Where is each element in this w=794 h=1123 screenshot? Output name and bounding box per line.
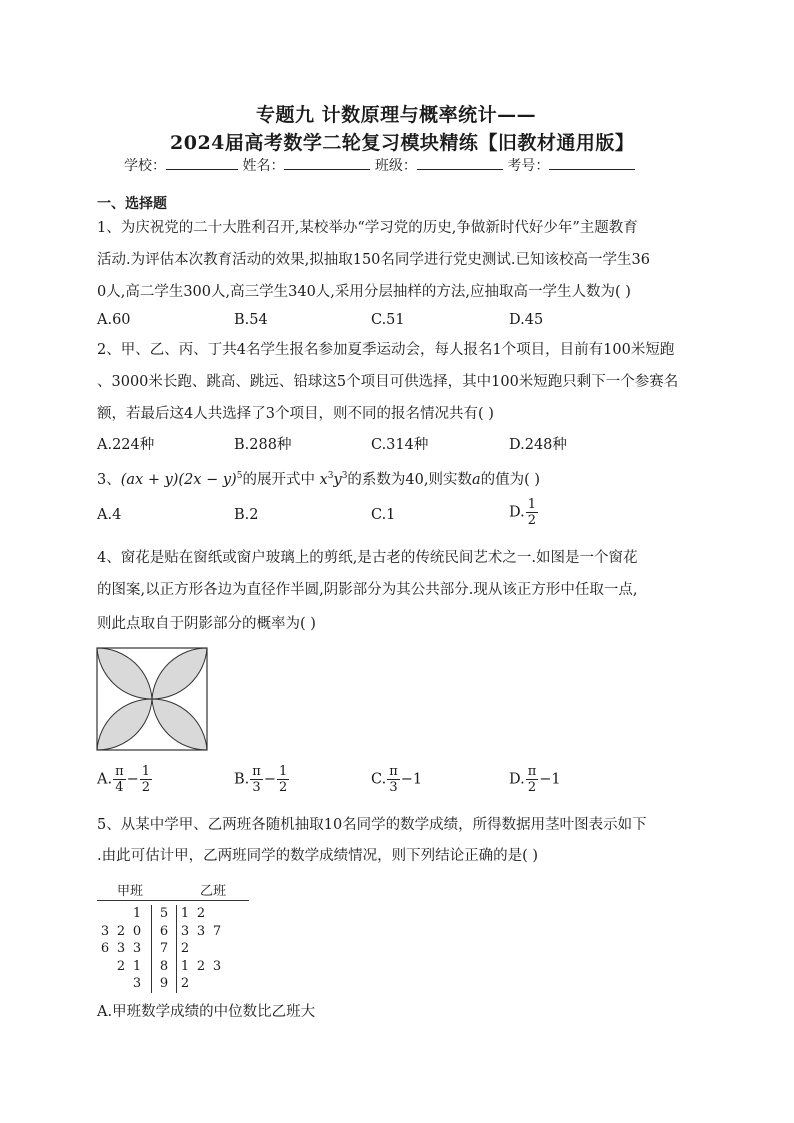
stem-leaf-table — [97, 905, 225, 993]
school-label: 学校： — [124, 158, 166, 174]
right-leaf: 2 — [180, 941, 190, 957]
stem-leaf-row — [97, 940, 225, 958]
fraction-numerator: 1 — [527, 497, 536, 512]
q3-stem — [97, 460, 540, 496]
class-blank — [417, 155, 503, 170]
class-label: 班级： — [374, 158, 417, 174]
right-leaf: 1 — [180, 906, 190, 922]
q4-option-a — [97, 764, 153, 795]
q5-line-1: 5、从某中学甲、乙两班各随机抽取10名同学的数学成绩，所得数据用茎叶图表示如下 — [97, 817, 647, 833]
fraction-numerator: π — [252, 764, 261, 779]
option-operator: −1 — [539, 771, 561, 788]
q2-line-2: 、3000米长跑、跳高、跳远、铅球这5个项目可供选择，其中100米短跑只剩下一个参赛名 — [97, 374, 679, 390]
fraction-denominator: 2 — [141, 780, 151, 795]
q5-line-2: .由此可估计甲，乙两班同学的数学成绩情况，则下列结论正确的是( ) — [97, 848, 539, 864]
q3-expression-exponent: 5 — [236, 471, 243, 481]
right-leaf — [209, 905, 225, 923]
right-leaf: 2 — [180, 976, 190, 992]
q2-option-a: A.224种 — [97, 437, 155, 453]
right-leaf: 3 — [180, 923, 190, 939]
option-label: A. — [97, 771, 113, 788]
stem-value: 6 — [152, 923, 177, 941]
exam-no-label: 考号： — [507, 158, 550, 174]
q1-option-b: B.54 — [234, 312, 268, 328]
left-leaf — [97, 975, 113, 993]
right-class-header: 乙班 — [200, 884, 227, 899]
left-leaf: 2 — [116, 958, 126, 974]
fraction-denominator: 2 — [527, 513, 536, 528]
fraction-numerator: π — [527, 764, 537, 779]
q3-end: 的值为( ) — [480, 471, 541, 488]
q3-option-a: A.4 — [97, 507, 122, 523]
header-rule — [97, 900, 249, 901]
option-fraction-2 — [277, 764, 289, 795]
q3-variable: a — [471, 471, 481, 488]
school-blank — [166, 155, 238, 170]
q4-line-2: 的图案,以正方形各边为直径作半圆,阴影部分为其公共部分.现从该正方形中任取一点, — [97, 582, 638, 598]
option-fraction — [113, 764, 126, 795]
fraction-numerator: 1 — [278, 764, 288, 779]
stem-leaf-row — [97, 958, 225, 976]
left-leaf — [97, 958, 113, 976]
q3-term-x-exponent: 3 — [327, 471, 334, 481]
window-flower-figure — [96, 647, 208, 751]
right-leaf — [193, 940, 209, 958]
option-operator: − — [263, 771, 276, 788]
fraction-numerator: π — [389, 764, 398, 779]
right-leaf — [209, 975, 225, 993]
option-fraction-2 — [140, 764, 152, 795]
stem-value: 9 — [152, 975, 177, 993]
q4-line-1: 4、窗花是贴在窗纸或窗户玻璃上的剪纸,是古老的传统民间艺术之一.如图是一个窗花 — [97, 550, 638, 566]
left-leaf: 3 — [132, 941, 142, 957]
q3-term-y-exponent: 3 — [341, 471, 348, 481]
fraction-denominator: 3 — [389, 780, 398, 795]
left-leaf: 0 — [132, 923, 142, 939]
title-line-2: 2024届高考数学二轮复习模块精练【旧教材通用版】 — [170, 132, 635, 154]
petal-top-left — [97, 648, 152, 699]
right-leaf — [209, 940, 225, 958]
stem-value: 7 — [152, 940, 177, 958]
fraction-denominator: 2 — [278, 780, 288, 795]
left-leaf — [97, 905, 113, 923]
q2-line-3: 额，若最后这4人共选择了3个项目，则不同的报名情况共有( ) — [97, 406, 494, 422]
fraction-numerator: π — [115, 764, 124, 779]
q2-option-d: D.248种 — [509, 437, 567, 453]
q1-line-3: 0人,高二学生300人,高三学生340人,采用分层抽样的方法,应抽取高一学生人数为( ) — [97, 284, 631, 300]
right-leaf — [193, 975, 209, 993]
student-info-row — [124, 155, 635, 175]
q4-option-c — [371, 764, 422, 795]
stem-leaf-row — [97, 923, 225, 941]
fraction-denominator: 3 — [252, 780, 261, 795]
petal-bottom-right — [152, 699, 207, 750]
q3-option-d-label: D. — [509, 504, 525, 521]
q1-option-a: A.60 — [97, 312, 131, 328]
option-fraction — [250, 764, 263, 795]
q3-term-y: y — [333, 471, 342, 488]
left-leaf: 1 — [132, 906, 142, 922]
q3-option-b: B.2 — [234, 507, 259, 523]
q3-term-x: x — [319, 471, 328, 488]
q3-suffix: 的系数为40,则实数 — [347, 471, 472, 488]
shaded-petals — [97, 648, 207, 750]
name-label: 姓名： — [242, 158, 285, 174]
option-operator: −1 — [400, 771, 423, 788]
q2-option-c: C.314种 — [371, 437, 429, 453]
petal-top-right — [152, 648, 207, 699]
left-leaf: 3 — [132, 976, 142, 992]
left-leaf: 3 — [116, 941, 126, 957]
right-leaf: 1 — [180, 958, 190, 974]
q3-prefix: 3、 — [97, 471, 121, 488]
stem-leaf-plot — [97, 878, 249, 993]
left-class-header: 甲班 — [117, 884, 144, 899]
q4-option-d — [509, 764, 561, 795]
q3-option-d-fraction — [526, 497, 538, 528]
q3-mid-text: 的展开式中 — [242, 471, 315, 488]
q3-expression: (ax + y)(2x − y) — [120, 471, 237, 488]
petal-bottom-left — [97, 699, 152, 750]
q5-option-a: A.甲班数学成绩的中位数比乙班大 — [97, 1004, 316, 1020]
section-heading: 一、选择题 — [97, 196, 167, 212]
exam-no-blank — [549, 155, 635, 170]
fraction-denominator: 4 — [115, 780, 124, 795]
stem-leaf-row — [97, 905, 225, 923]
q4-line-3: 则此点取自于阴影部分的概率为( ) — [97, 616, 316, 632]
fraction-denominator: 2 — [527, 780, 537, 795]
q3-option-c: C.1 — [371, 507, 396, 523]
option-label: C. — [371, 771, 387, 788]
stem-value: 5 — [152, 905, 177, 923]
left-leaf: 2 — [116, 923, 126, 939]
stem-leaf-row — [97, 975, 225, 993]
q1-option-d: D.45 — [509, 312, 544, 328]
q2-option-b: B.288种 — [234, 437, 292, 453]
left-leaf — [113, 905, 129, 923]
right-leaf: 3 — [212, 958, 222, 974]
fraction-numerator: 1 — [141, 764, 151, 779]
q2-line-1: 2、甲、乙、丙、丁共4名学生报名参加夏季运动会，每人报名1个项目，目前有100米短跑 — [97, 342, 675, 358]
option-operator: − — [126, 771, 139, 788]
stem-value: 8 — [152, 958, 177, 976]
name-blank — [284, 155, 370, 170]
option-fraction — [526, 764, 539, 795]
stem-leaf-header — [97, 878, 249, 900]
right-leaf: 2 — [196, 906, 206, 922]
q1-line-1: 1、为庆祝党的二十大胜利召开,某校举办“学习党的历史,争做新时代好少年”主题教育 — [97, 220, 638, 236]
option-label: B. — [234, 771, 250, 788]
left-leaf: 3 — [100, 923, 110, 939]
left-leaf — [113, 975, 129, 993]
q1-line-2: 活动.为评估本次教育活动的效果,拟抽取150名同学进行党史测试.已知该校高一学生36 — [97, 252, 650, 268]
title-line-1: 专题九 计数原理与概率统计—— — [256, 104, 537, 126]
option-fraction — [387, 764, 400, 795]
q1-option-c: C.51 — [371, 312, 405, 328]
right-leaf: 7 — [212, 923, 222, 939]
left-leaf: 6 — [100, 941, 110, 957]
q4-option-b — [234, 764, 290, 795]
option-label: D. — [509, 771, 525, 788]
right-leaf: 2 — [196, 958, 206, 974]
q3-option-d — [509, 497, 539, 528]
right-leaf: 3 — [196, 923, 206, 939]
left-leaf: 1 — [132, 958, 142, 974]
